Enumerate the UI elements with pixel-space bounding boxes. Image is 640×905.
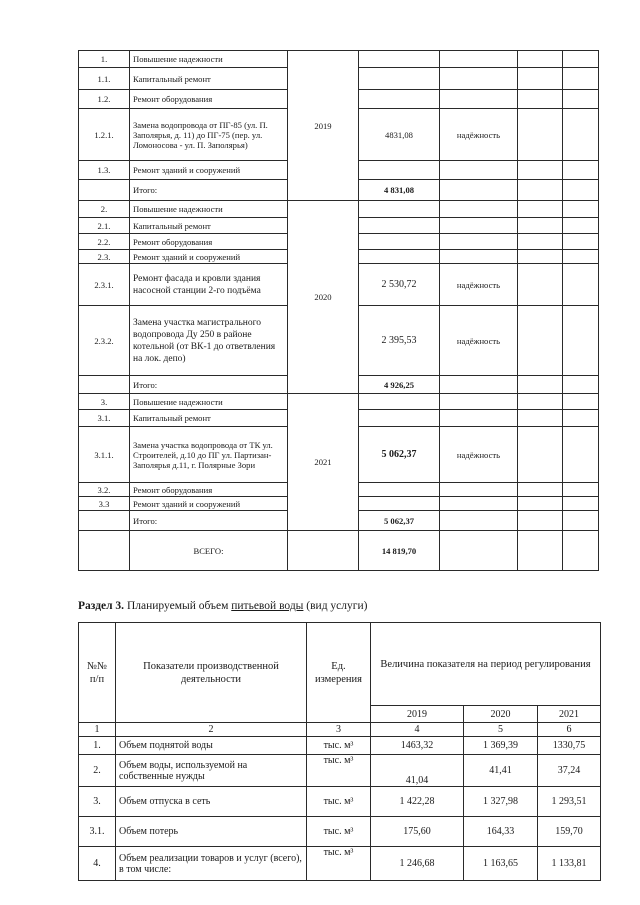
row-value-2020: 164,33 bbox=[464, 817, 538, 847]
row-num: 3. bbox=[79, 394, 130, 410]
row-num: 3.2. bbox=[79, 483, 130, 497]
row-unit: тыс. м³ bbox=[307, 847, 371, 881]
row-name: Объем отпуска в сеть bbox=[116, 787, 307, 817]
row-cost: 5 062,37 bbox=[359, 427, 440, 483]
row-name: Ремонт зданий и сооружений bbox=[130, 161, 288, 180]
row-name: Ремонт оборудования bbox=[130, 483, 288, 497]
row-num: 3.3 bbox=[79, 497, 130, 511]
col-number: 2 bbox=[116, 723, 307, 737]
row-num: 4. bbox=[79, 847, 116, 881]
row-name: Объем потерь bbox=[116, 817, 307, 847]
table-row bbox=[79, 737, 601, 755]
row-cost: 4831,08 bbox=[359, 109, 440, 161]
year-2019: 2019 bbox=[371, 706, 464, 723]
row-value-2021: 1 293,51 bbox=[538, 787, 601, 817]
row-effect: надёжность bbox=[440, 427, 518, 483]
row-num: 2.1. bbox=[79, 218, 130, 234]
row-name: Итого: bbox=[130, 376, 288, 394]
row-name: Объем воды, используемой на собственные нужды bbox=[116, 755, 307, 787]
year-cell: 2021 bbox=[288, 394, 359, 531]
row-num: 1.2. bbox=[79, 90, 130, 109]
row-name: Замена участка водопровода от ТК ул. Строителей, д.10 до ПГ ул. Партизан-Заполярья д.11, г. Полярные Зори bbox=[130, 427, 288, 483]
row-name: Ремонт оборудования bbox=[130, 90, 288, 109]
row-cost: 2 530,72 bbox=[359, 264, 440, 306]
row-num: 3.1.1. bbox=[79, 427, 130, 483]
row-value-2020: 41,41 bbox=[464, 755, 538, 787]
year-2020: 2020 bbox=[464, 706, 538, 723]
row-name: Повышение надежности bbox=[130, 201, 288, 218]
row-effect: надёжность bbox=[440, 264, 518, 306]
row-value-2020: 1 369,39 bbox=[464, 737, 538, 755]
row-effect: надёжность bbox=[440, 306, 518, 376]
col-number: 4 bbox=[371, 723, 464, 737]
table-header-row bbox=[79, 623, 601, 706]
section-title-pre: Планируемый объем bbox=[126, 600, 232, 612]
section-title-underlined: питьевой воды bbox=[231, 600, 304, 612]
row-name: Капитальный ремонт bbox=[130, 68, 288, 90]
row-name: Ремонт оборудования bbox=[130, 234, 288, 250]
row-name: Итого: bbox=[130, 511, 288, 531]
table-row bbox=[79, 847, 601, 881]
header-value: Величина показателя на период регулирования bbox=[371, 623, 601, 706]
section-heading bbox=[78, 600, 367, 612]
row-unit: тыс. м³ bbox=[307, 737, 371, 755]
year-2021: 2021 bbox=[538, 706, 601, 723]
row-value-2019: 1463,32 bbox=[371, 737, 464, 755]
table-row bbox=[79, 394, 599, 410]
row-value-2021: 1330,75 bbox=[538, 737, 601, 755]
table-row bbox=[79, 51, 599, 68]
table-colnum-row bbox=[79, 723, 601, 737]
row-name: Объем реализации товаров и услуг (всего), в том числе: bbox=[116, 847, 307, 881]
row-name: Объем поднятой воды bbox=[116, 737, 307, 755]
col-number: 6 bbox=[538, 723, 601, 737]
row-value-2021: 159,70 bbox=[538, 817, 601, 847]
row-value-2019: 1 246,68 bbox=[371, 847, 464, 881]
table-row bbox=[79, 817, 601, 847]
row-name: Замена водопровода от ПГ-85 (ул. П. Заполярья, д. 11) до ПГ-75 (пер. ул. Ломоносова - ул. П. Заполярья) bbox=[130, 109, 288, 161]
section-title-post: (вид услуги) bbox=[303, 600, 368, 612]
row-value-2019: 1 422,28 bbox=[371, 787, 464, 817]
header-name: Показатели производственной деятельности bbox=[116, 623, 307, 723]
row-cost: 14 819,70 bbox=[359, 531, 440, 571]
row-num: 1. bbox=[79, 51, 130, 68]
row-name: Ремонт зданий и сооружений bbox=[130, 497, 288, 511]
row-num: 1.3. bbox=[79, 161, 130, 180]
water-volume-table bbox=[78, 622, 601, 881]
row-name: Капитальный ремонт bbox=[130, 218, 288, 234]
row-num: 2.3.1. bbox=[79, 264, 130, 306]
row-num: 2.2. bbox=[79, 234, 130, 250]
col-number: 1 bbox=[79, 723, 116, 737]
row-value-2020: 1 327,98 bbox=[464, 787, 538, 817]
row-num: 3.1. bbox=[79, 410, 130, 427]
row-name: Итого: bbox=[130, 180, 288, 201]
row-num: 1.1. bbox=[79, 68, 130, 90]
row-value-2021: 1 133,81 bbox=[538, 847, 601, 881]
row-value-2021: 37,24 bbox=[538, 755, 601, 787]
table-row-grand-total bbox=[79, 531, 599, 571]
row-name: Замена участка магистрального водопровода Ду 250 в районе котельной (от ВК-1 до ответвления на лок. депо) bbox=[130, 306, 288, 376]
row-num: 1.2.1. bbox=[79, 109, 130, 161]
col-number: 3 bbox=[307, 723, 371, 737]
table-row bbox=[79, 755, 601, 787]
row-num: 1. bbox=[79, 737, 116, 755]
row-unit: тыс. м³ bbox=[307, 787, 371, 817]
row-num: 2.3. bbox=[79, 250, 130, 264]
row-num: 3. bbox=[79, 787, 116, 817]
row-name: Повышение надежности bbox=[130, 394, 288, 410]
row-cost: 5 062,37 bbox=[359, 511, 440, 531]
row-name: Ремонт зданий и сооружений bbox=[130, 250, 288, 264]
row-value-2020: 1 163,65 bbox=[464, 847, 538, 881]
row-cost: 4 926,25 bbox=[359, 376, 440, 394]
row-name: Ремонт фасада и кровли здания насосной станции 2-го подъёма bbox=[130, 264, 288, 306]
row-cost: 4 831,08 bbox=[359, 180, 440, 201]
row-num: 2. bbox=[79, 201, 130, 218]
year-cell: 2020 bbox=[288, 201, 359, 394]
header-num: №№ п/п bbox=[79, 623, 116, 723]
row-cost: 2 395,53 bbox=[359, 306, 440, 376]
header-unit: Ед. измерения bbox=[307, 623, 371, 723]
section-label: Раздел 3. bbox=[78, 600, 125, 612]
table-row bbox=[79, 787, 601, 817]
row-effect: надёжность bbox=[440, 109, 518, 161]
row-value-2019: 175,60 bbox=[371, 817, 464, 847]
row-unit: тыс. м³ bbox=[307, 817, 371, 847]
row-value-2019: 41,04 bbox=[371, 755, 464, 787]
row-name: Капитальный ремонт bbox=[130, 410, 288, 427]
row-num: 2. bbox=[79, 755, 116, 787]
row-unit: тыс. м³ bbox=[307, 755, 371, 787]
row-name: ВСЕГО: bbox=[130, 531, 288, 571]
col-number: 5 bbox=[464, 723, 538, 737]
row-num: 3.1. bbox=[79, 817, 116, 847]
measures-table bbox=[78, 50, 599, 571]
year-cell: 2019 bbox=[288, 51, 359, 201]
row-name: Повышение надежности bbox=[130, 51, 288, 68]
table-row bbox=[79, 201, 599, 218]
row-num: 2.3.2. bbox=[79, 306, 130, 376]
